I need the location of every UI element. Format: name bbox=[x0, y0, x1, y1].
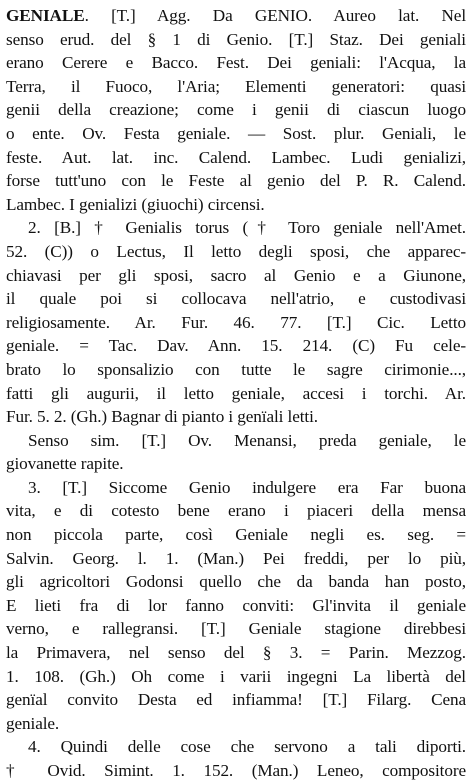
entry-line: brato lo sponsalizio con tutte le sagre cirimonie..., bbox=[6, 359, 466, 379]
entry-line: senso erud. del § 1 di Genio. [T.] Staz. Dei geniali bbox=[6, 29, 466, 49]
entry-line: verno, e rallegransi. [T.] Geniale stagione direbbesi bbox=[6, 619, 466, 639]
entry-line: 2. [B.] † Genialis torus († Toro geniale nell'Amet. bbox=[28, 218, 466, 238]
entry-line: Salvin. Georg. l. 1. (Man.) Pei freddi, per lo più, bbox=[6, 548, 466, 568]
entry-line: chiavasi per gli sposi, sacro al Genio e a Giunone, bbox=[6, 265, 466, 285]
entry-line: Terra, il Fuoco, l'Aria; Elementi generatori: quasi bbox=[6, 76, 466, 96]
entry-line: 52. (C)) o Lectus, Il letto degli sposi, che apparec- bbox=[6, 241, 466, 261]
entry-line: † Ovid. Simint. 1. 152. (Man.) Leneo, compositore bbox=[6, 761, 466, 780]
entry-line bbox=[6, 4, 466, 28]
entry-line: 4. Quindi delle cose che servono a tali diporti. bbox=[28, 737, 466, 757]
entry-line: non piccola parte, così Geniale negli es. seg. = bbox=[6, 525, 466, 545]
entry-line: forse tutt'uno con le Feste al genio del P. R. Calend. bbox=[6, 171, 466, 191]
entry-line: o ente. Ov. Festa geniale. — Sost. plur. Geniali, le bbox=[6, 123, 466, 143]
entry-line: fatti gli augurii, il letto geniale, accesi i torchi. Ar. bbox=[6, 383, 466, 403]
entry-line: 3. [T.] Siccome Genio indulgere era Far buona bbox=[28, 477, 466, 497]
entry-line: gli agricoltori Godonsi quello che da banda han posto, bbox=[6, 572, 466, 592]
entry-line: geniale. bbox=[6, 713, 60, 733]
entry-line: Lambec. I genializi (giuochi) circensi. bbox=[6, 194, 265, 214]
entry-line: Fur. 5. 2. (Gh.) Bagnar di pianto i genïali letti. bbox=[6, 407, 318, 427]
entry-line: il quale poi si collocava nell'atrio, e custodivasi bbox=[6, 289, 466, 309]
entry-line: feste. Aut. lat. inc. Calend. Lambec. Ludi genializi, bbox=[6, 147, 466, 167]
entry-line: religiosamente. Ar. Fur. 46. 77. [T.] Cic. Letto bbox=[6, 312, 466, 332]
entry-line-rest: . [T.] Agg. Da GENIO. Aureo lat. Nel bbox=[84, 6, 466, 25]
entry-line: Senso sim. [T.] Ov. Menansi, preda geniale, le bbox=[28, 430, 466, 450]
entry-headword: GENIALE bbox=[6, 6, 85, 25]
entry-line: giovanette rapite. bbox=[6, 454, 124, 474]
entry-line: 1. 108. (Gh.) Oh come i varii ingegni La libertà del bbox=[6, 666, 466, 686]
entry-line: la Primavera, nel senso del § 3. = Parin. Mezzog. bbox=[6, 643, 466, 663]
entry-line: vita, e di cotesto bene erano i piaceri della mensa bbox=[6, 501, 466, 521]
entry-line: genïal convito Desta ed infiamma! [T.] Filarg. Cena bbox=[6, 690, 466, 710]
entry-line: erano Cerere e Bacco. Fest. Dei geniali: l'Acqua, la bbox=[6, 53, 466, 73]
entry-line: geniale. = Tac. Dav. Ann. 15. 214. (C) Fu cele- bbox=[6, 336, 466, 356]
entry-line: E lieti fra di lor fanno conviti: Gl'invita il geniale bbox=[6, 595, 466, 615]
entry-line: genii della creazione; come i genii di ciascun luogo bbox=[6, 100, 466, 120]
